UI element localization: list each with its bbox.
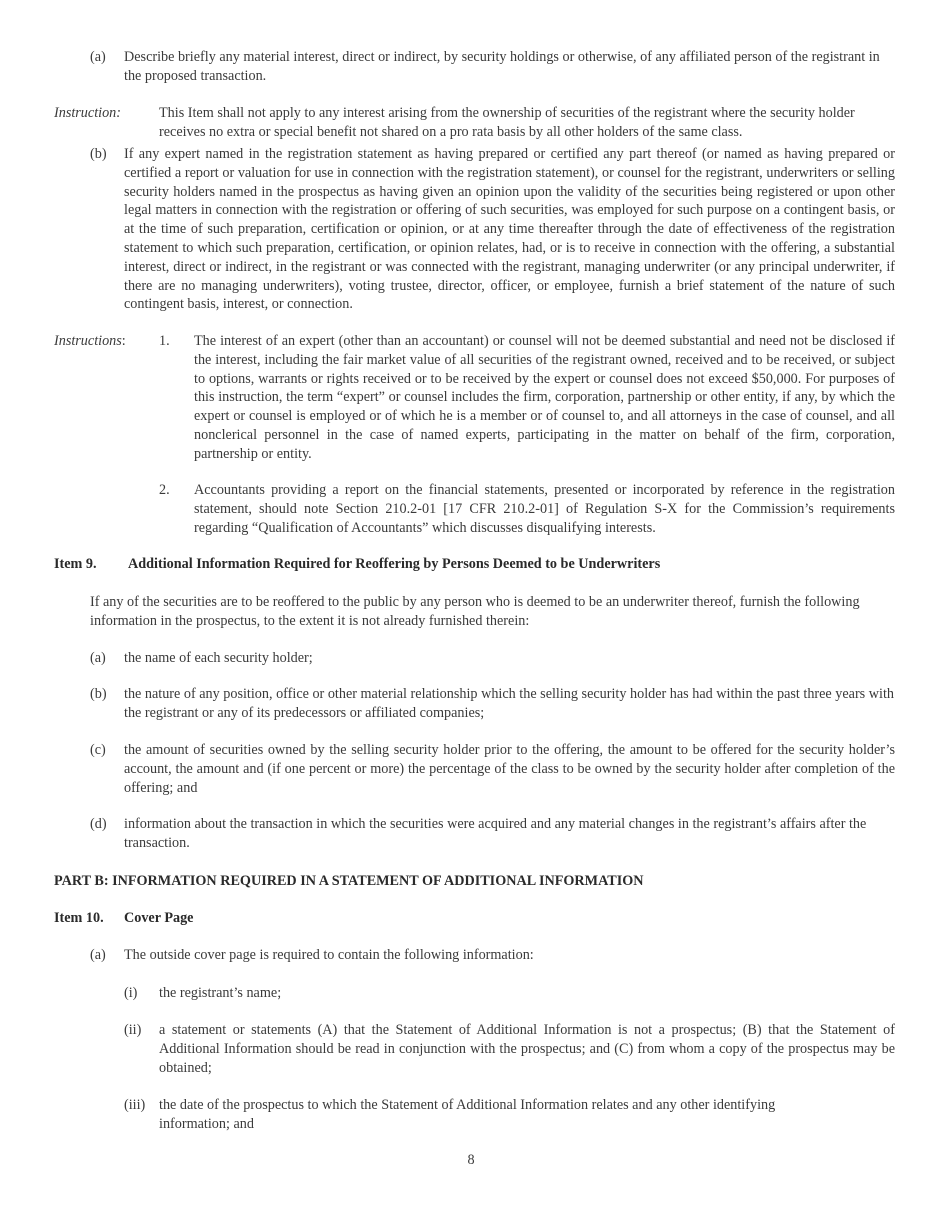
item8-b-text: If any expert named in the registration statement as having prepared or certified any part thereof (or named as having prepared or certified a report or valuation for use in connection with the registration statement), or counsel for the registrant, underwriters or selling security holders named in the prospectus as having given an opinion upon the validity of the securities being registered or upon other legal matters in connection with the registration or offering of such securities, was employed for such purpose on a contingent basis, or at the time of such preparation, certification or opinion, or at any time thereafter through the date of effectiveness of the registration statement to which such preparation, certification, or opinion relates, had, or is to receive in connection with the offering, a substantial interest, direct or indirect, in the registrant or was connected with the registrant, managing underwriter (or any principal underwriter, if there are no managing underwriters), voting trustee, director, officer, or employee, furnish a brief statement of the nature of such contingent basis, interest, or connection. — [124, 146, 895, 313]
instruction-label: Instruction: — [54, 105, 121, 121]
item9-title: Additional Information Required for Reoffering by Persons Deemed to be Underwriters — [128, 556, 661, 572]
item9-b-text: the nature of any position, office or other material relationship which the selling security holder has had within the past three years with the registrant or any of its predecessors or affiliated companies; — [124, 686, 894, 721]
item9-d-label: (d) — [90, 816, 107, 832]
item9-c-label: (c) — [90, 742, 106, 758]
item10-title: Cover Page — [124, 910, 194, 926]
item10-iii-label: (iii) — [124, 1097, 146, 1113]
item9-a-text: the name of each security holder; — [124, 650, 313, 666]
instruction-text: This Item shall not apply to any interest arising from the ownership of securities of the registrant where the security holder receives no extra or special benefit not shared on a pro rata basis by all other holders of the same class. — [159, 105, 855, 140]
item9-c-text: the amount of securities owned by the selling security holder prior to the offering, the amount to be offered for the security holder’s account, the amount and (if one percent or more) the percentage of the class to be owned by the security holder after completion of the offering; and — [124, 742, 895, 796]
item10-a-label: (a) — [90, 947, 106, 963]
item9-intro: If any of the securities are to be reoffered to the public by any person who is deemed to be an underwriter thereof, furnish the following information in the prospectus, to the extent it is not already furnished therein: — [90, 594, 860, 629]
item10-ii-label: (ii) — [124, 1022, 142, 1038]
item10-ii-text: a statement or statements (A) that the Statement of Additional Information is not a prospectus; (B) that the Statement of Additional Information should be read in conjunction with the prospectus; and (C) from whom a copy of the prospectus may be obtained; — [159, 1022, 895, 1076]
item9-number: Item 9. — [54, 556, 97, 572]
page-number: 8 — [467, 1152, 475, 1168]
item10-i-label: (i) — [124, 985, 138, 1001]
item10-number: Item 10. — [54, 910, 104, 926]
item10-a-text: The outside cover page is required to contain the following information: — [124, 947, 534, 963]
instruction-1-number: 1. — [159, 333, 170, 349]
item8-b-label: (b) — [90, 146, 107, 162]
item8-a-text: Describe briefly any material interest, direct or indirect, by security holdings or otherwise, of any affiliated person of the registrant in the proposed transaction. — [124, 49, 880, 84]
item9-b-label: (b) — [90, 686, 107, 702]
part-b-heading: PART B: INFORMATION REQUIRED IN A STATEMENT OF ADDITIONAL INFORMATION — [54, 873, 644, 889]
instructions-label: Instructions: — [54, 333, 126, 349]
instruction-1-text: The interest of an expert (other than an accountant) or counsel will not be deemed substantial and need not be disclosed if the interest, including the fair market value of all securities of the registrant owned, received and to be received, or subject to options, warrants or rights received or to be received by the expert or counsel does not exceed $50,000. For purposes of this instruction, the term “expert” or counsel includes the firm, corporation, partnership or other entity, if any, by which the expert or counsel is employed or of which he is a member or of counsel to, and all attorneys in the case of counsel, and all nonclerical personnel in the case of named experts, participating in the matter on behalf of the firm, corporation, partnership or entity. — [194, 333, 895, 462]
item10-i-text: the registrant’s name; — [159, 985, 282, 1001]
instruction-2-text: Accountants providing a report on the financial statements, presented or incorporated by reference in the registration statement, should note Section 210.2-01 [17 CFR 210.2-01] of Regulation S-X for the Commission’s requirements regarding “Qualification of Accountants” which discusses disqualifying interests. — [194, 482, 895, 536]
item10-iii-text: the date of the prospectus to which the Statement of Additional Information relates and any other identifying information; and — [159, 1097, 776, 1132]
instruction-2-number: 2. — [159, 482, 170, 498]
item9-heading — [54, 555, 97, 574]
item9-d-text: information about the transaction in which the securities were acquired and any material changes in the registrant’s affairs after the transaction. — [124, 816, 867, 851]
item8-a-label: (a) — [90, 49, 106, 65]
item9-a-label: (a) — [90, 650, 106, 666]
